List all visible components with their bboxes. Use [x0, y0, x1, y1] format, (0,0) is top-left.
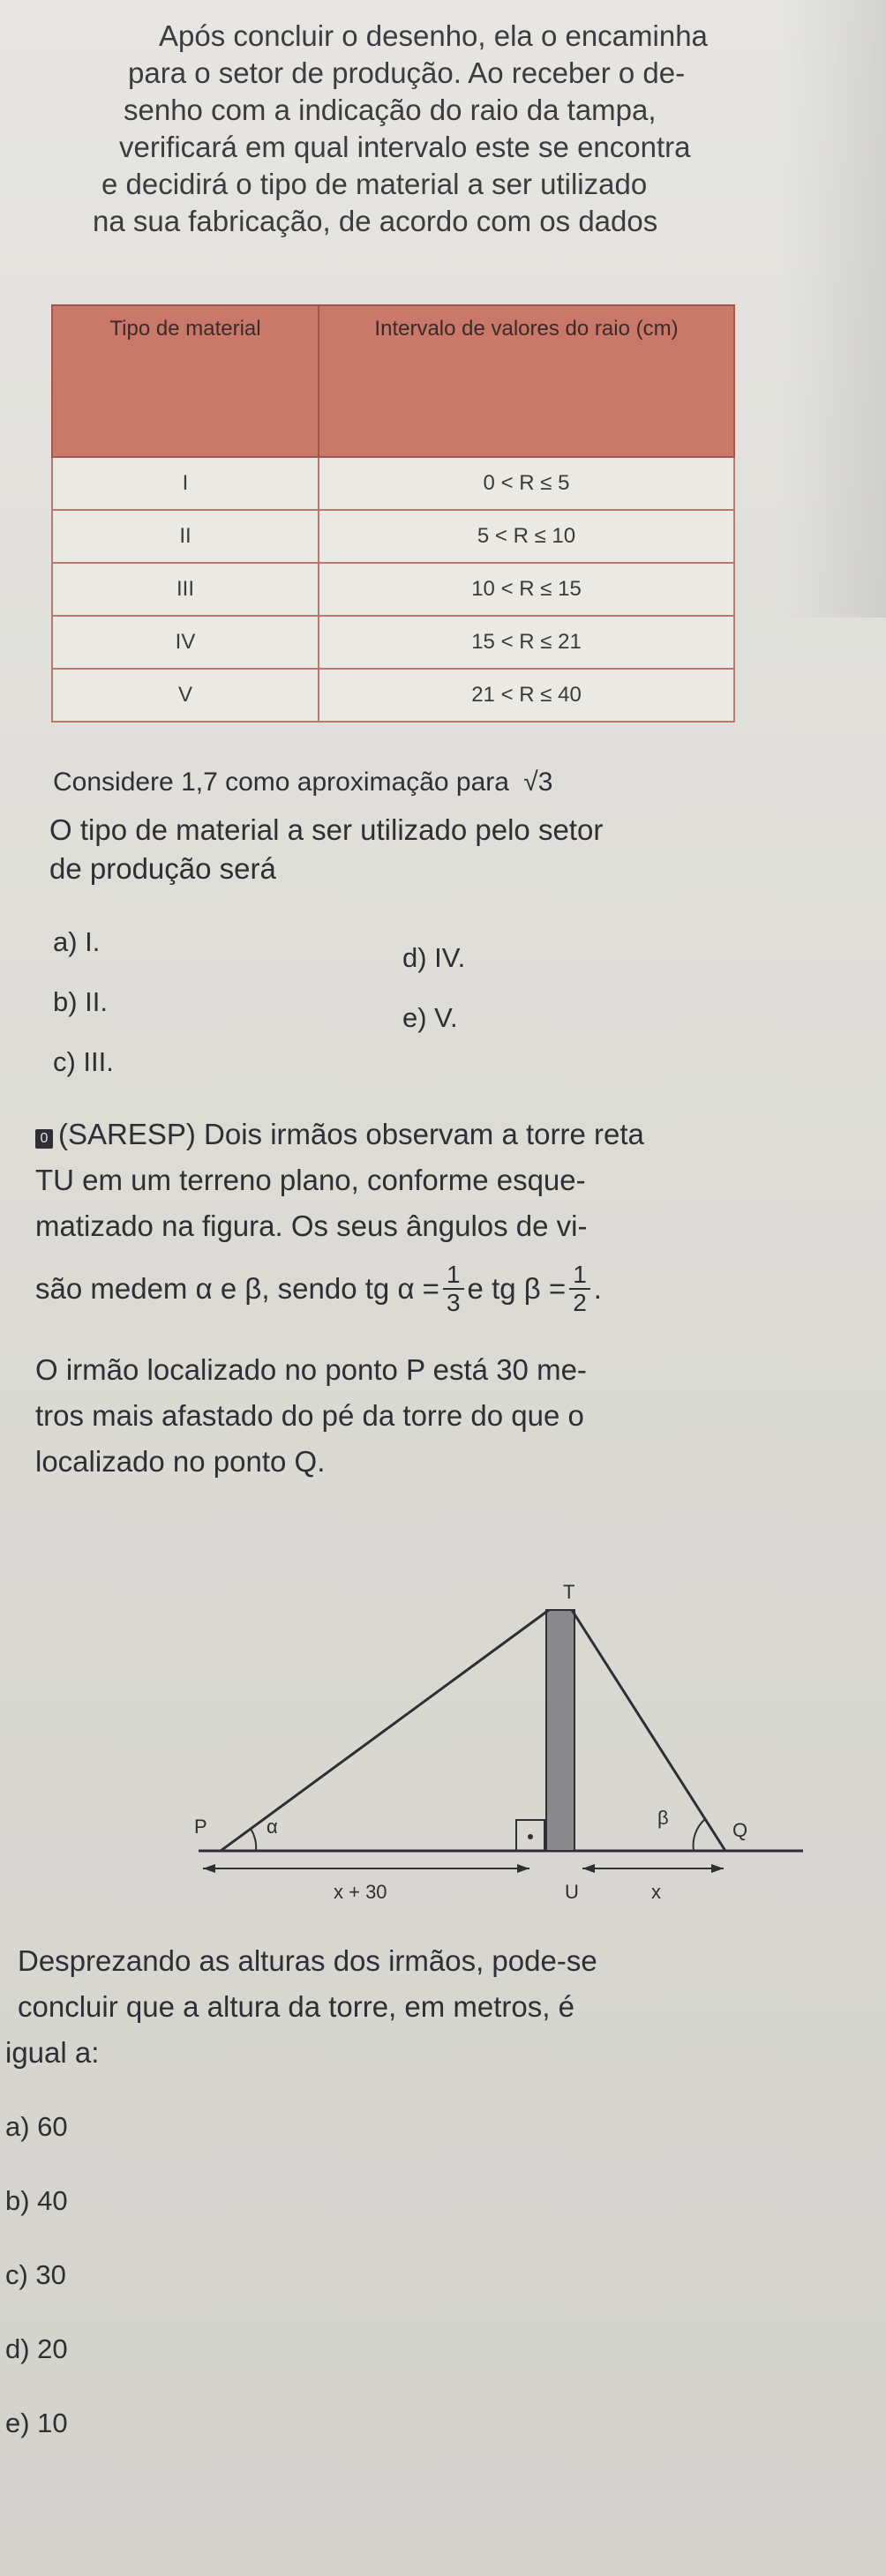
q2-line4-b: e tg β = — [467, 1272, 567, 1305]
label-t: T — [563, 1581, 575, 1603]
fraction-denominator: 3 — [446, 1289, 461, 1316]
label-alpha: α — [267, 1816, 278, 1838]
table-row — [52, 563, 734, 616]
question-number-icon: 0 — [35, 1129, 53, 1149]
q2-line6: tros mais afastado do pé da torre do que o — [35, 1399, 584, 1432]
interval-cell: 5 < R ≤ 10 — [319, 510, 734, 563]
sqrt-three: √3 — [523, 768, 553, 797]
intro-line: Após concluir o desenho, ela o encaminha — [159, 19, 708, 52]
tower-figure — [0, 1553, 886, 1932]
consider-line — [53, 766, 552, 799]
q1-option-c[interactable]: c) III. — [53, 1046, 114, 1077]
q1-option-d[interactable]: d) IV. — [402, 942, 466, 973]
label-beta: β — [657, 1807, 669, 1829]
intro-line: verificará em qual intervalo este se encontra — [119, 131, 691, 163]
arrow-head-icon — [517, 1864, 529, 1873]
table-header-interval: Intervalo de valores do raio (cm) — [319, 305, 734, 457]
label-x: x — [651, 1881, 661, 1903]
table-row — [52, 457, 734, 510]
q2-option-b[interactable]: b) 40 — [5, 2185, 68, 2216]
intro-line: senho com a indicação do raio da tampa, — [124, 94, 657, 126]
q1-option-b[interactable]: b) II. — [53, 986, 109, 1017]
label-p: P — [194, 1816, 207, 1838]
intro-paragraph — [84, 18, 860, 240]
q2-line1-text: (SARESP) Dois irmãos observam a torre reta — [58, 1118, 644, 1150]
material-cell: III — [52, 563, 319, 616]
fraction-tg-alpha — [443, 1262, 464, 1316]
fraction-tg-beta — [569, 1262, 590, 1316]
arrow-head-icon — [711, 1864, 724, 1873]
fraction-denominator: 2 — [573, 1289, 587, 1316]
alpha-arc — [251, 1829, 256, 1851]
table-row — [52, 669, 734, 722]
interval-cell: 21 < R ≤ 40 — [319, 669, 734, 722]
q2-after-line2: concluir que a altura da torre, em metros, é — [18, 1990, 574, 2023]
q2-option-d[interactable]: d) 20 — [5, 2333, 68, 2364]
q2-line5: O irmão localizado no ponto P está 30 me- — [35, 1353, 587, 1386]
q1-option-a[interactable]: a) I. — [53, 926, 101, 957]
right-angle-dot — [528, 1834, 533, 1839]
label-q: Q — [732, 1819, 748, 1841]
table-header-material: Tipo de material — [52, 305, 319, 457]
intro-line: e decidirá o tipo de material a ser utilizado — [101, 168, 648, 200]
material-cell: V — [52, 669, 319, 722]
consider-text: Considere 1,7 como aproximação para — [53, 768, 509, 797]
q2-line2: TU em um terreno plano, conforme esque- — [35, 1164, 586, 1196]
sight-line-q — [572, 1610, 725, 1851]
table-row — [52, 510, 734, 563]
q2-after-line3: igual a: — [5, 2036, 100, 2069]
label-x-plus-30: x + 30 — [334, 1881, 387, 1903]
fraction-numerator: 1 — [569, 1262, 590, 1290]
table-row — [52, 616, 734, 669]
interval-cell: 0 < R ≤ 5 — [319, 457, 734, 510]
material-cell: II — [52, 510, 319, 563]
material-cell: IV — [52, 616, 319, 669]
q2-line4 — [35, 1262, 602, 1316]
arrow-head-icon — [203, 1864, 215, 1873]
fraction-numerator: 1 — [443, 1262, 464, 1290]
q2-line1 — [35, 1114, 644, 1155]
q2-line4-c: . — [593, 1272, 602, 1305]
beta-arc — [694, 1819, 705, 1851]
intro-line: para o setor de produção. Ao receber o de- — [128, 56, 686, 89]
material-cell: I — [52, 457, 319, 510]
q2-option-c[interactable]: c) 30 — [5, 2259, 66, 2290]
intro-line: na sua fabricação, de acordo com os dados — [93, 205, 658, 237]
tower — [546, 1610, 574, 1851]
q2-option-e[interactable]: e) 10 — [5, 2408, 68, 2438]
q1-prompt-line2: de produção será — [49, 852, 276, 885]
q2-after-line1: Desprezando as alturas dos irmãos, pode-se — [18, 1944, 597, 1977]
interval-cell: 15 < R ≤ 21 — [319, 616, 734, 669]
q1-option-e[interactable]: e) V. — [402, 1002, 458, 1033]
q1-prompt-line1: O tipo de material a ser utilizado pelo setor — [49, 813, 604, 846]
interval-cell: 10 < R ≤ 15 — [319, 563, 734, 616]
arrow-head-icon — [582, 1864, 595, 1873]
q2-line7: localizado no ponto Q. — [35, 1445, 326, 1478]
material-table — [51, 304, 735, 723]
q2-line4-a: são medem α e β, sendo tg α = — [35, 1272, 439, 1305]
q2-option-a[interactable]: a) 60 — [5, 2111, 68, 2142]
label-u: U — [565, 1881, 579, 1903]
q2-line3: matizado na figura. Os seus ângulos de vi- — [35, 1209, 588, 1242]
